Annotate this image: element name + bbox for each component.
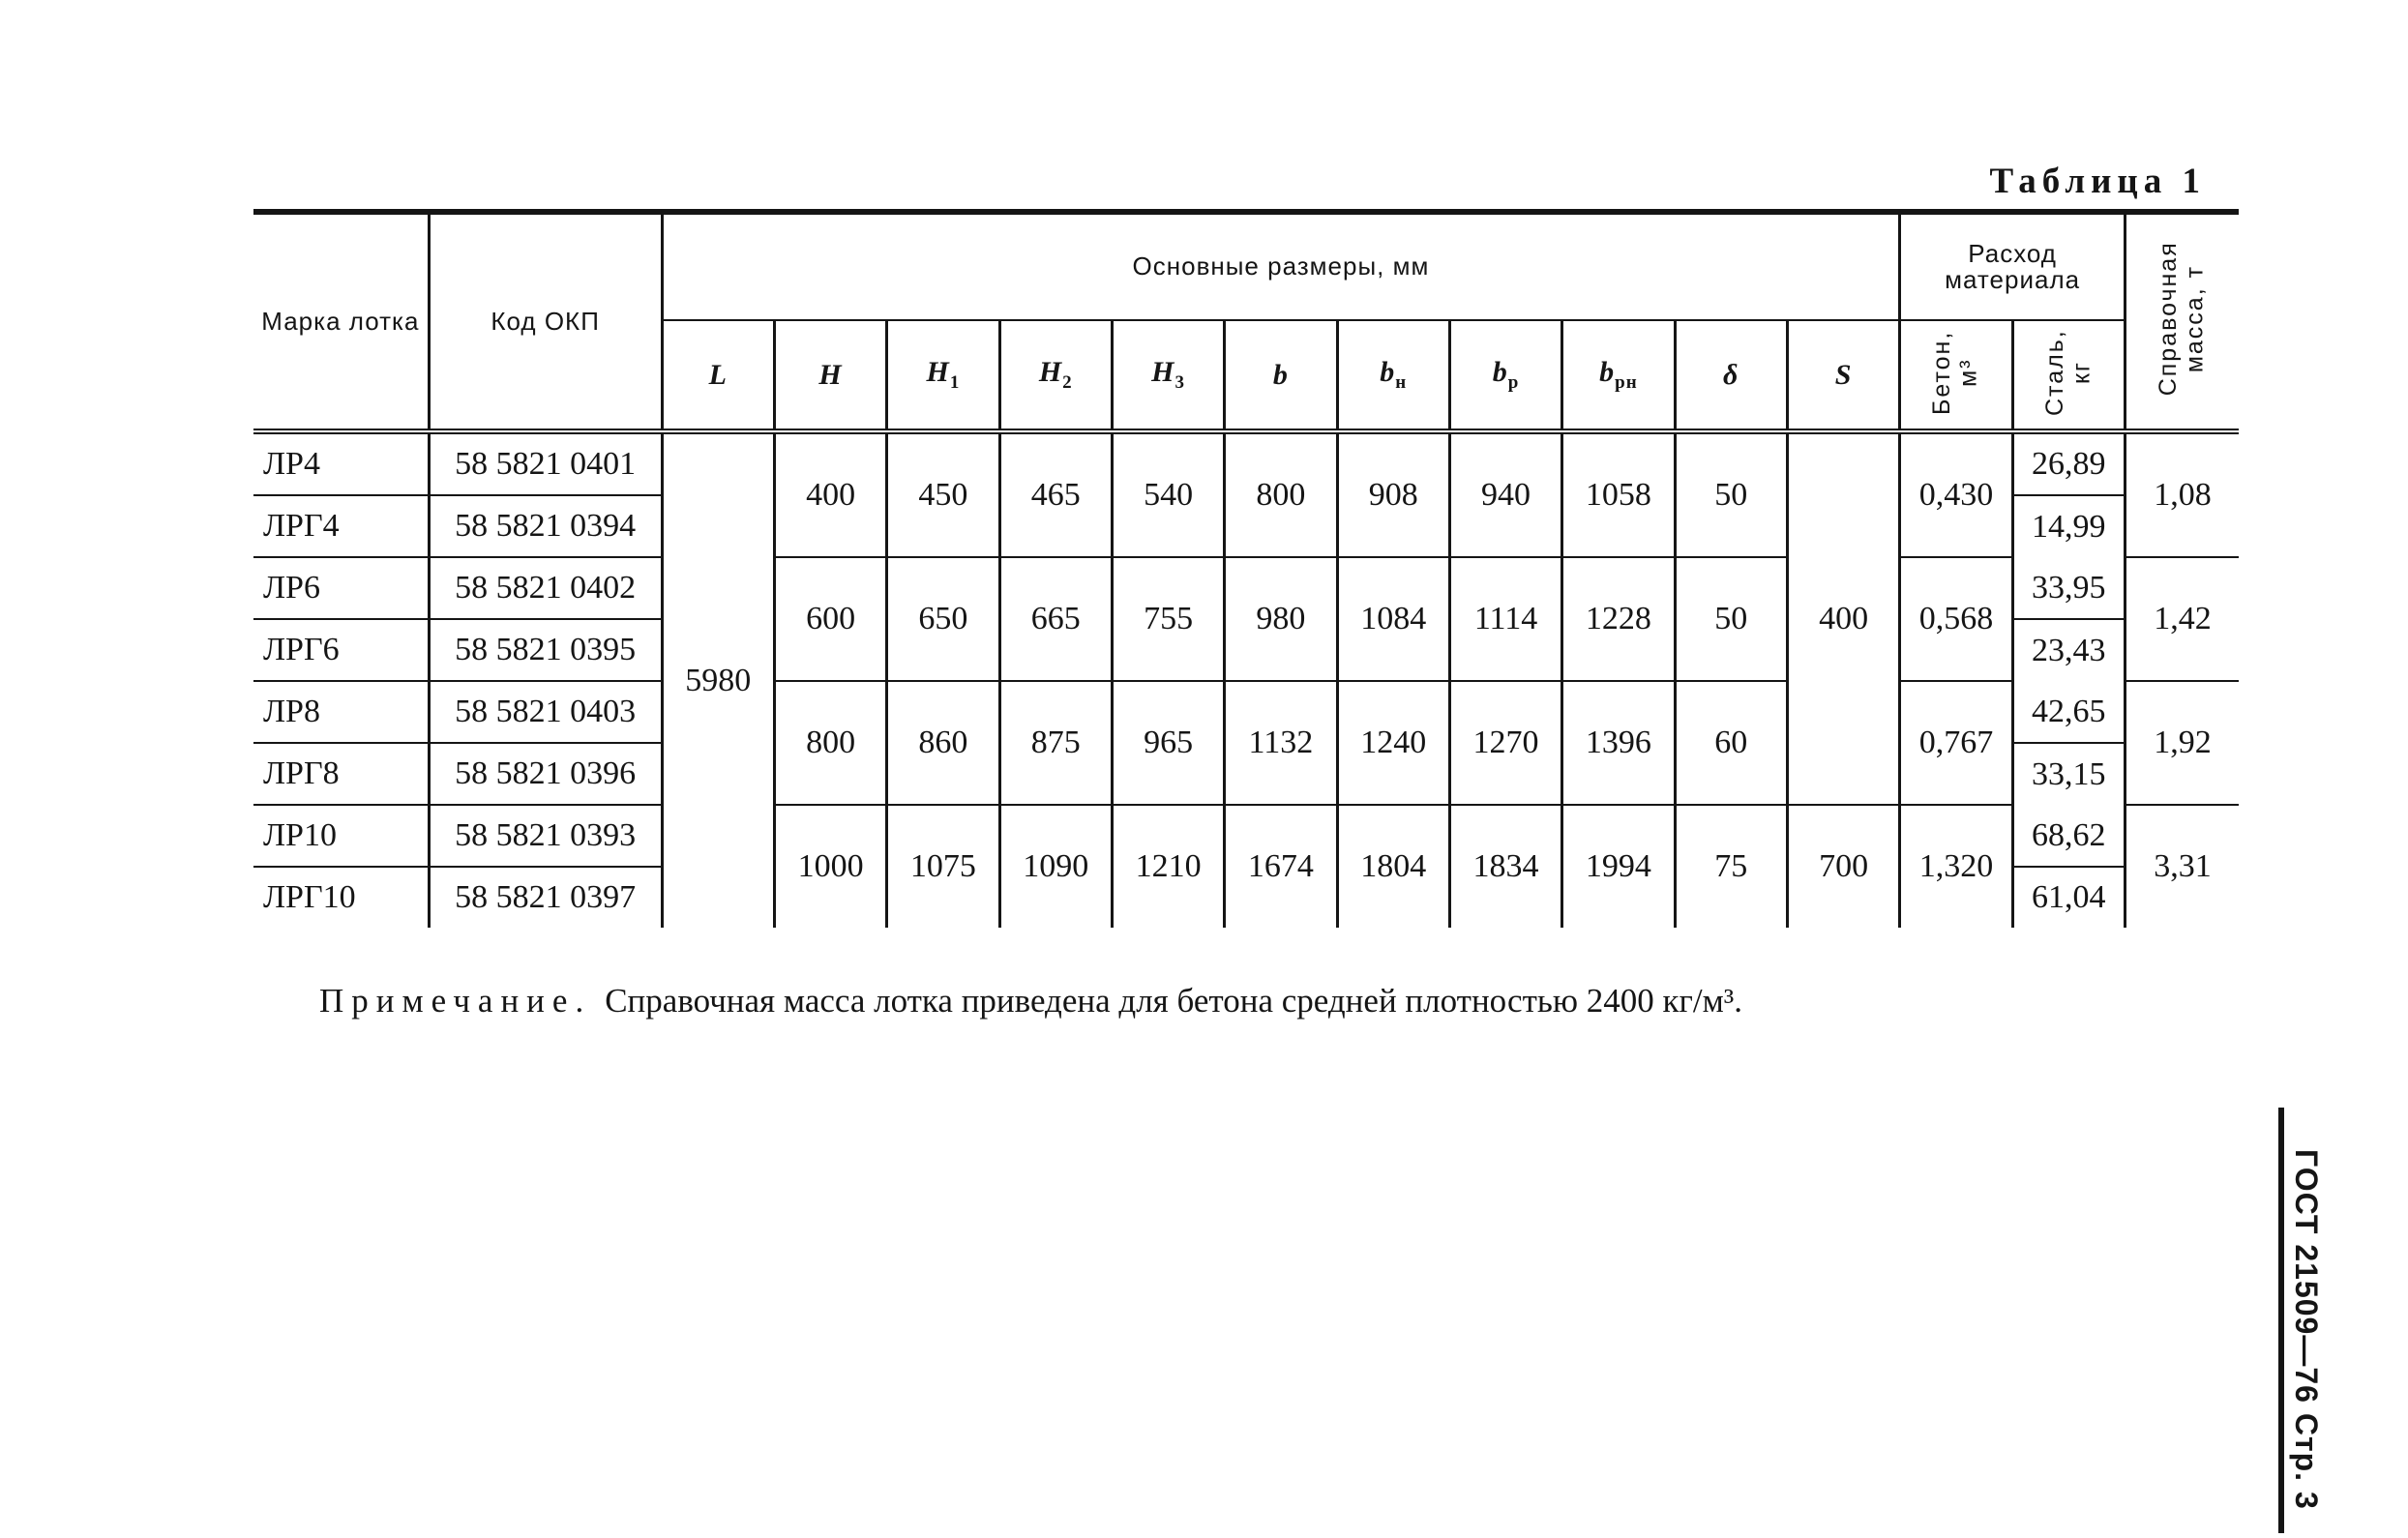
header-param-s [1787, 320, 1899, 431]
header-param-symbol: δ [1723, 358, 1739, 391]
cell-delta: 50 [1675, 557, 1787, 681]
cell-mark: ЛР10 [253, 805, 429, 867]
table-title: Таблица 1 [1989, 162, 2206, 201]
header-param-h2 [999, 320, 1112, 431]
cell-mass: 1,92 [2125, 681, 2239, 805]
header-param-subscript: рн [1615, 372, 1638, 394]
cell-concrete: 0,430 [1900, 431, 2012, 557]
table-note [319, 982, 1742, 1020]
header-okp: Код ОКП [429, 212, 662, 431]
cell-mass: 1,42 [2125, 557, 2239, 681]
table-row [253, 681, 2239, 743]
cell-h3: 540 [1112, 431, 1224, 557]
cell-concrete: 1,320 [1900, 805, 2012, 928]
header-param-h1 [887, 320, 999, 431]
note-text: Справочная масса лотка приведена для бетона средней плотностью 2400 кг/м³. [605, 982, 1742, 1020]
cell-b: 1674 [1225, 805, 1337, 928]
note-label: Примечание. [319, 982, 592, 1020]
cell-steel: 33,15 [2012, 743, 2125, 805]
header-param-symbol: H [926, 356, 950, 389]
header-param-l [662, 320, 774, 431]
cell-h2: 465 [999, 431, 1112, 557]
header-param-symbol: b [1380, 356, 1396, 389]
cell-bpn: 1994 [1562, 805, 1675, 928]
header-mass [2125, 212, 2239, 431]
header-main-dims: Основные размеры, мм [662, 212, 1900, 320]
cell-h: 800 [774, 681, 886, 805]
header-concrete-text: Бетон, м³ [1928, 330, 1982, 415]
header-steel [2012, 320, 2125, 431]
cell-concrete: 0,568 [1900, 557, 2012, 681]
cell-h1: 650 [887, 557, 999, 681]
cell-h2: 665 [999, 557, 1112, 681]
cell-steel: 61,04 [2012, 867, 2125, 928]
cell-L: 5980 [662, 431, 774, 928]
table-row [253, 805, 2239, 867]
header-param-symbol: b [1272, 358, 1289, 391]
header-param-subscript: 2 [1062, 372, 1073, 394]
cell-h1: 450 [887, 431, 999, 557]
header-concrete [1900, 320, 2012, 431]
cell-mark: ЛР8 [253, 681, 429, 743]
cell-mark: ЛР4 [253, 431, 429, 495]
cell-bpn: 1058 [1562, 431, 1675, 557]
cell-steel: 68,62 [2012, 805, 2125, 867]
header-param-subscript: 1 [949, 372, 961, 394]
cell-delta: 60 [1675, 681, 1787, 805]
cell-bpn: 1228 [1562, 557, 1675, 681]
header-mark: Марка лотка [253, 212, 429, 431]
header-param-h3 [1112, 320, 1224, 431]
cell-mark: ЛРГ10 [263, 879, 356, 916]
cell-h3: 965 [1112, 681, 1224, 805]
header-param-bp [1449, 320, 1561, 431]
cell-bn: 908 [1337, 431, 1449, 557]
cell-steel: 14,99 [2012, 495, 2125, 557]
cell-delta: 50 [1675, 431, 1787, 557]
cell-steel: 23,43 [2012, 619, 2125, 681]
cell-bp: 1834 [1449, 805, 1561, 928]
cell-bp: 940 [1449, 431, 1561, 557]
cell-mark: ЛРГ8 [253, 743, 429, 805]
header-param-symbol: H [1151, 356, 1175, 389]
header-param-h [774, 320, 886, 431]
header-param-bn [1337, 320, 1449, 431]
cell-mark: ЛРГ4 [253, 495, 429, 557]
cell-bp: 1114 [1449, 557, 1561, 681]
cell-h2: 1090 [999, 805, 1112, 928]
cell-h3: 1210 [1112, 805, 1224, 928]
table-row [253, 431, 2239, 495]
cell-b: 800 [1225, 431, 1337, 557]
cell-concrete: 0,767 [1900, 681, 2012, 805]
cell-bpn: 1396 [1562, 681, 1675, 805]
cell-mark: ЛРГ6 [253, 619, 429, 681]
cell-h: 400 [774, 431, 886, 557]
header-param-symbol: b [1492, 356, 1508, 389]
header-mass-text: Справочная масса, т [2155, 242, 2209, 398]
header-param-symbol: H [818, 358, 843, 391]
header-param-subscript: 3 [1174, 372, 1185, 394]
cell-mass: 3,31 [2125, 805, 2239, 928]
header-param-bpn [1562, 320, 1675, 431]
cell-mass: 1,08 [2125, 431, 2239, 557]
header-steel-text: Сталь, кг [2040, 329, 2096, 416]
header-param-subscript: н [1395, 372, 1408, 394]
cell-okp: 58 5821 0402 [429, 557, 662, 619]
cell-okp: 58 5821 0394 [429, 495, 662, 557]
cell-h: 1000 [774, 805, 886, 928]
cell-okp: 58 5821 0393 [429, 805, 662, 867]
cell-h3: 755 [1112, 557, 1224, 681]
data-table-wrapper [253, 209, 2239, 928]
cell-steel: 42,65 [2012, 681, 2125, 743]
cell-h: 600 [774, 557, 886, 681]
header-param-symbol: H [1038, 356, 1063, 389]
table-row [253, 557, 2239, 619]
cell-okp: 58 5821 0397 [429, 867, 662, 928]
cell-bn: 1084 [1337, 557, 1449, 681]
cell-h1: 1075 [887, 805, 999, 928]
cell-okp: 58 5821 0396 [429, 743, 662, 805]
side-page-label: ГОСТ 21509—76 Стр. 3 [2289, 1149, 2324, 1510]
cell-b: 980 [1225, 557, 1337, 681]
cell-okp: 58 5821 0401 [429, 431, 662, 495]
cell-bp: 1270 [1449, 681, 1561, 805]
header-param-symbol: L [708, 358, 728, 391]
cell-b: 1132 [1225, 681, 1337, 805]
cell-h1: 860 [887, 681, 999, 805]
cell-bn: 1240 [1337, 681, 1449, 805]
cell-steel: 26,89 [2012, 431, 2125, 495]
cell-bn: 1804 [1337, 805, 1449, 928]
cell-mark: ЛР6 [253, 557, 429, 619]
header-material: Расход материала [1900, 212, 2126, 320]
cell-okp: 58 5821 0395 [429, 619, 662, 681]
cell-okp: 58 5821 0403 [429, 681, 662, 743]
cell-h2: 875 [999, 681, 1112, 805]
header-param-b [1225, 320, 1337, 431]
header-param-subscript: р [1507, 372, 1520, 394]
header-param-delta [1675, 320, 1787, 431]
cell-s: 400 [1787, 431, 1899, 805]
cell-s: 700 [1787, 805, 1899, 928]
cell-steel: 33,95 [2012, 557, 2125, 619]
data-table [253, 209, 2239, 928]
cell-delta: 75 [1675, 805, 1787, 928]
header-param-symbol: S [1834, 358, 1853, 391]
header-param-symbol: b [1599, 356, 1616, 389]
table-body [253, 431, 2239, 928]
